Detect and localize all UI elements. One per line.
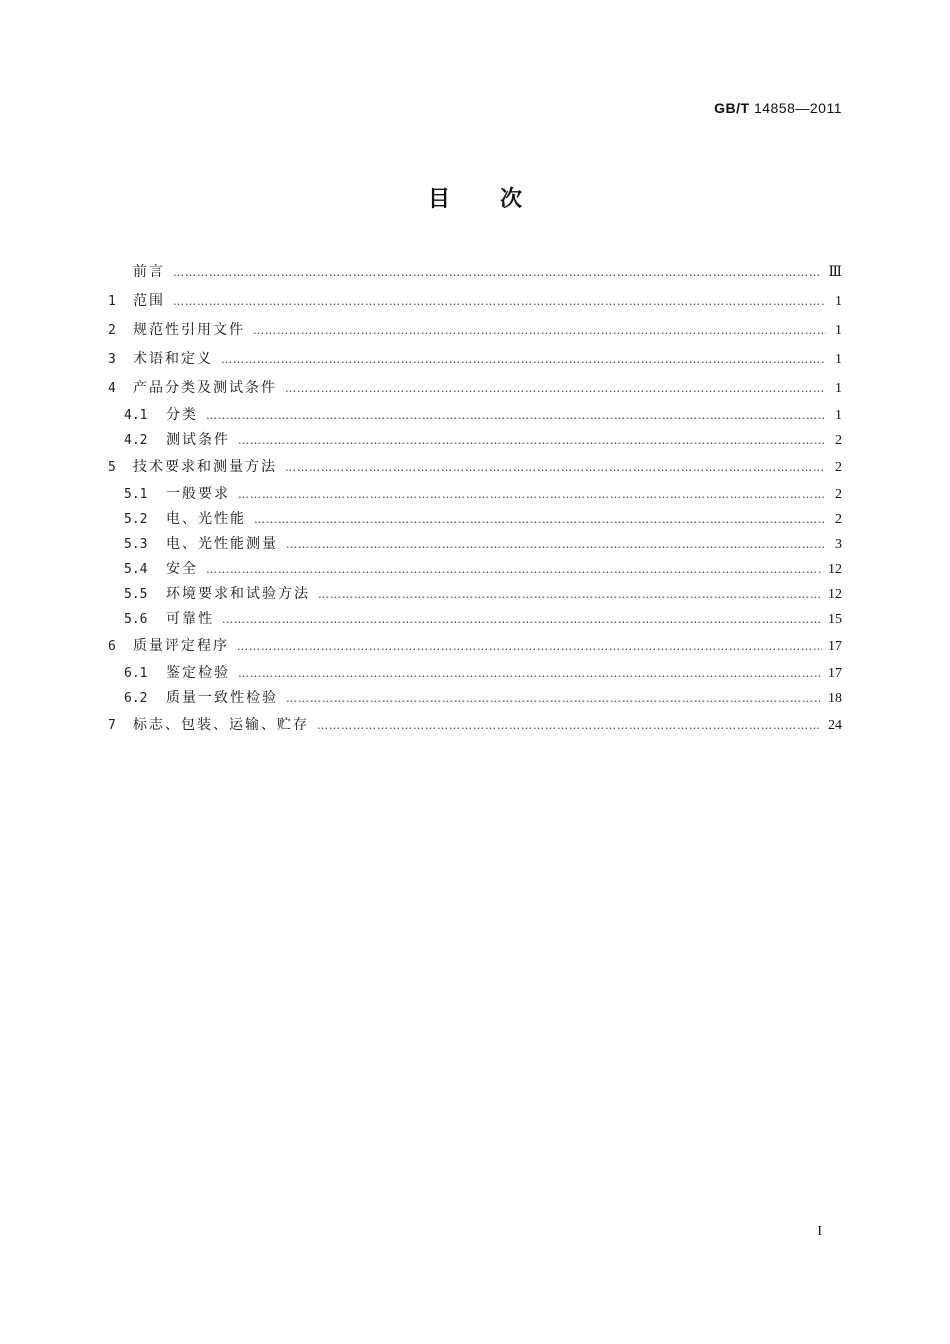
toc-entry[interactable]	[108, 428, 842, 453]
toc-leader-dots	[206, 557, 822, 582]
toc-entry-number: 6.2	[124, 691, 148, 706]
toc-entry-label: 质量评定程序	[133, 638, 229, 654]
toc-entry-number: 3	[108, 352, 116, 367]
toc-leader-dots	[206, 403, 826, 428]
standard-number	[714, 100, 842, 116]
toc-entry-number: 5.1	[124, 487, 148, 502]
toc-entry-page: Ⅲ	[828, 265, 842, 280]
toc-entry-page: 1	[835, 381, 842, 396]
toc-entry-label: 规范性引用文件	[133, 322, 245, 338]
toc-entry[interactable]	[108, 403, 842, 428]
toc-entry-page: 15	[828, 612, 842, 627]
toc-leader-dots	[173, 287, 826, 316]
toc-entry-label: 电、光性能测量	[166, 536, 278, 552]
toc-title: 目次	[427, 187, 572, 212]
toc-leader-dots	[238, 661, 822, 686]
toc-entry-page: 17	[828, 666, 842, 681]
toc-entry-page: 2	[835, 487, 842, 502]
toc-entry[interactable]	[108, 711, 842, 740]
toc-leader-dots	[286, 686, 822, 711]
standard-code: 14858—2011	[753, 100, 842, 116]
toc-entry-label: 安全	[166, 561, 198, 577]
toc-leader-dots	[222, 607, 822, 632]
toc-entry-page: 2	[835, 512, 842, 527]
toc-entry-page: 12	[828, 562, 842, 577]
toc-entry[interactable]	[108, 316, 842, 345]
toc-leader-dots	[238, 482, 826, 507]
toc-entry[interactable]	[108, 632, 842, 661]
toc-entry-page: 1	[835, 294, 842, 309]
toc-entry[interactable]	[108, 258, 842, 287]
toc-entry[interactable]	[108, 686, 842, 711]
toc-leader-dots	[221, 345, 826, 374]
toc-leader-dots	[238, 428, 826, 453]
toc-entry-page: 17	[828, 639, 842, 654]
toc-entry-label: 前言	[133, 264, 165, 280]
toc-entry[interactable]	[108, 582, 842, 607]
page-number: I	[817, 1224, 822, 1239]
toc-entry-number: 5.4	[124, 562, 148, 577]
toc-entry[interactable]	[108, 453, 842, 482]
toc-entry-number: 6	[108, 639, 116, 654]
toc-entry-number: 7	[108, 718, 116, 733]
toc-entry[interactable]	[108, 345, 842, 374]
toc-entry[interactable]	[108, 661, 842, 686]
toc-entry-number: 4.2	[124, 433, 148, 448]
toc-leader-dots	[254, 507, 826, 532]
toc-entry-label: 电、光性能	[166, 511, 246, 527]
toc-entry-number: 4.1	[124, 408, 148, 423]
toc-entry-page: 2	[835, 460, 842, 475]
toc-entry-page: 18	[828, 691, 842, 706]
toc-entry-page: 1	[835, 408, 842, 423]
toc-entry-page: 24	[828, 718, 842, 733]
toc-leader-dots	[173, 258, 822, 287]
toc-entry-label: 标志、包装、运输、贮存	[133, 717, 309, 733]
toc-entry[interactable]	[108, 532, 842, 557]
toc-entry-label: 术语和定义	[133, 351, 213, 367]
toc-entry-number: 4	[108, 381, 116, 396]
toc-entry-label: 一般要求	[166, 486, 230, 502]
toc-entry[interactable]	[108, 557, 842, 582]
toc-entry-number: 5.6	[124, 612, 148, 627]
toc-entry-number: 5.2	[124, 512, 148, 527]
toc-entry-page: 3	[835, 537, 842, 552]
toc-entry-number: 1	[108, 294, 116, 309]
toc-entry[interactable]	[108, 507, 842, 532]
toc-leader-dots	[317, 711, 822, 740]
toc-leader-dots	[318, 582, 822, 607]
toc-entry-number: 5.5	[124, 587, 148, 602]
toc-entry[interactable]	[108, 482, 842, 507]
toc-leader-dots	[286, 532, 826, 557]
toc-entry-number: 5	[108, 460, 116, 475]
toc-entry[interactable]	[108, 287, 842, 316]
toc-entry-number: 6.1	[124, 666, 148, 681]
table-of-contents	[108, 258, 842, 740]
toc-entry-label: 范围	[133, 293, 165, 309]
toc-entry-label: 质量一致性检验	[166, 690, 278, 706]
toc-entry-label: 测试条件	[166, 432, 230, 448]
toc-entry-page: 12	[828, 587, 842, 602]
toc-entry-label: 可靠性	[166, 611, 214, 627]
toc-entry-label: 鉴定检验	[166, 665, 230, 681]
toc-entry-label: 技术要求和测量方法	[133, 459, 277, 475]
toc-entry-number: 5.3	[124, 537, 148, 552]
toc-entry-number: 2	[108, 323, 116, 338]
toc-entry-label: 分类	[166, 407, 198, 423]
toc-leader-dots	[285, 453, 826, 482]
toc-entry-page: 2	[835, 433, 842, 448]
toc-entry-label: 产品分类及测试条件	[133, 380, 277, 396]
toc-leader-dots	[253, 316, 826, 345]
toc-entry-label: 环境要求和试验方法	[166, 586, 310, 602]
standard-prefix: GB/T	[714, 100, 750, 116]
toc-leader-dots	[237, 632, 822, 661]
toc-leader-dots	[285, 374, 826, 403]
toc-entry[interactable]	[108, 607, 842, 632]
toc-entry-page: 1	[835, 323, 842, 338]
toc-entry-page: 1	[835, 352, 842, 367]
toc-entry[interactable]	[108, 374, 842, 403]
